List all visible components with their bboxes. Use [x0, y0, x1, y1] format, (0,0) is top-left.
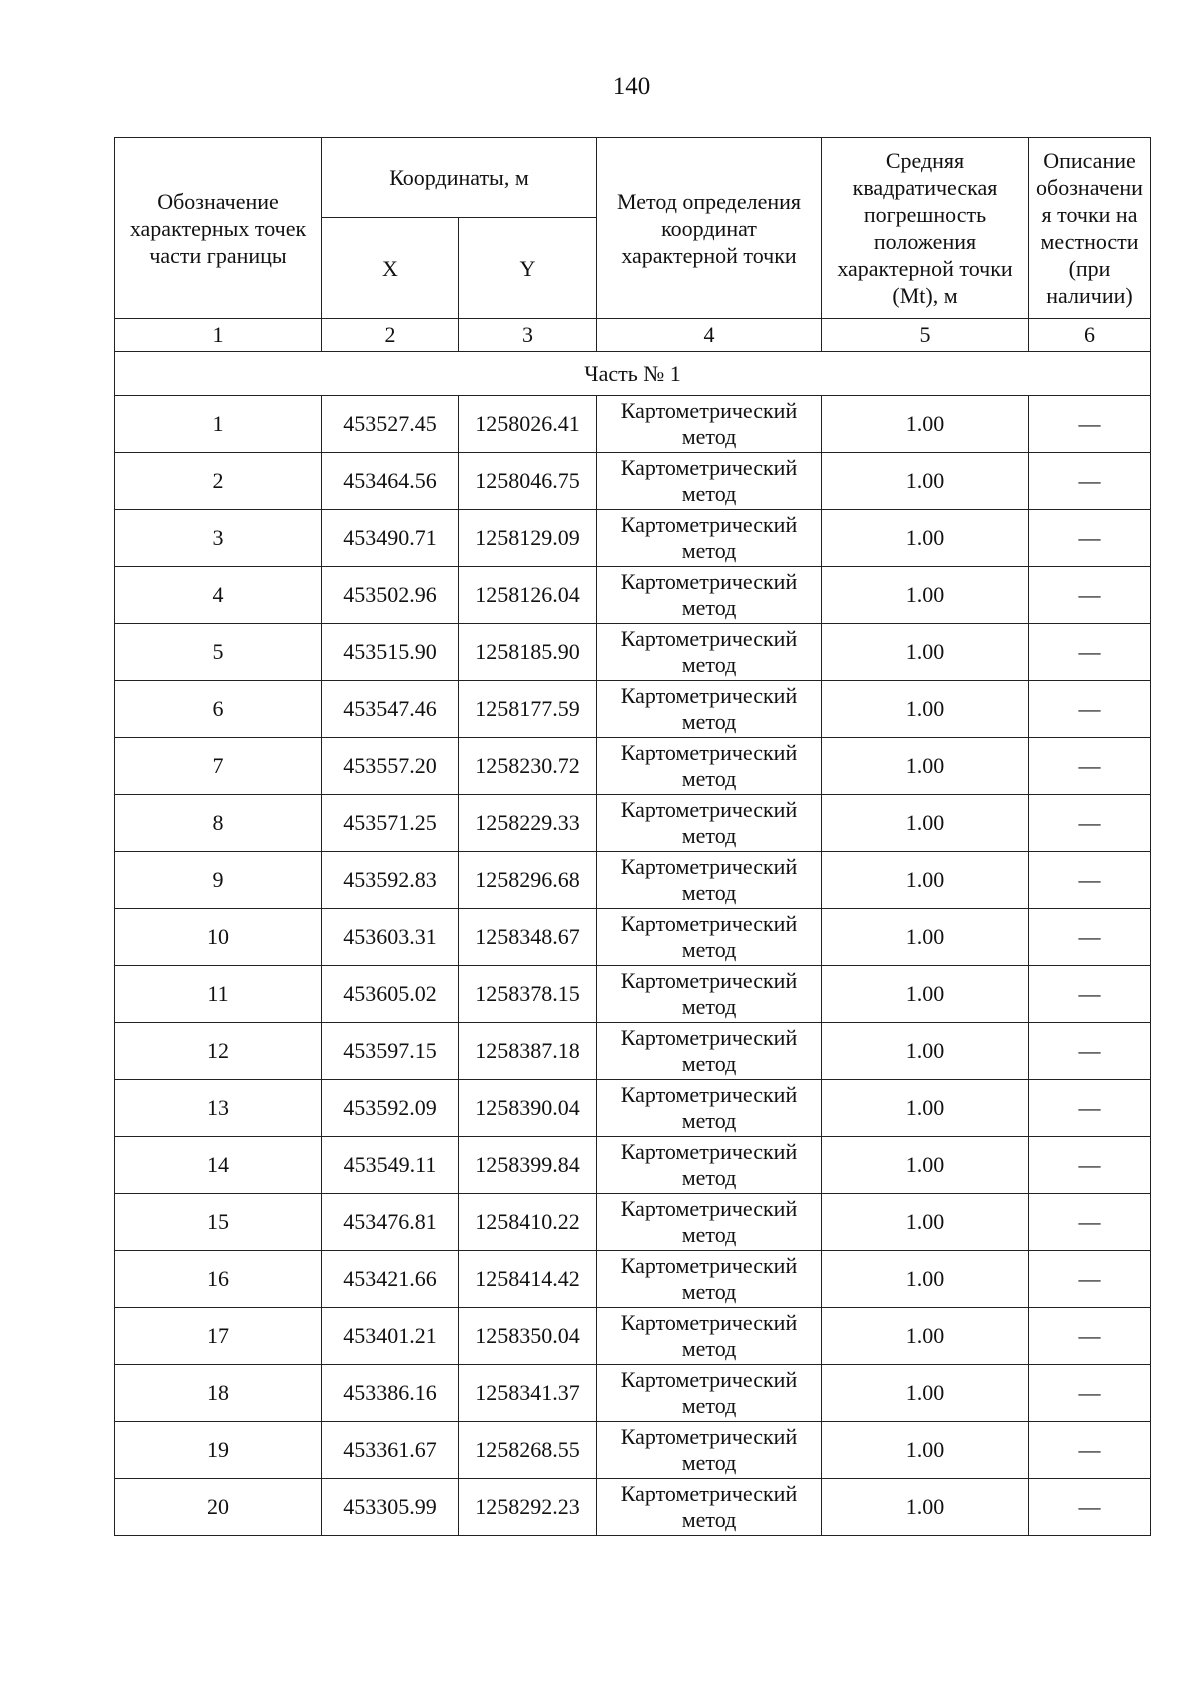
method-line: Картометрический: [620, 512, 798, 537]
description-cell: [1029, 966, 1151, 1023]
table-row: [115, 1080, 1151, 1137]
header-accuracy: [822, 138, 1029, 319]
table-row: [115, 909, 1151, 966]
description-cell: [1029, 1479, 1151, 1536]
method-line: метод: [681, 1507, 737, 1532]
method-line: метод: [681, 595, 737, 620]
header-point-designation: [115, 138, 322, 319]
accuracy-cell: 1.00: [822, 795, 1029, 852]
description-cell: [1029, 1080, 1151, 1137]
description-cell: [1029, 681, 1151, 738]
method-line: метод: [681, 481, 737, 506]
table-row: [115, 1479, 1151, 1536]
coordinates-table: [114, 137, 1151, 1536]
column-number: 6: [1029, 319, 1151, 352]
method-cell: [597, 1137, 822, 1194]
table-row: [115, 510, 1151, 567]
method-line: Картометрический: [620, 1424, 798, 1449]
table-row: [115, 1251, 1151, 1308]
point-number-cell: 20: [115, 1479, 322, 1536]
point-number-cell: 11: [115, 966, 322, 1023]
point-number-cell: 2: [115, 453, 322, 510]
accuracy-cell: 1.00: [822, 396, 1029, 453]
header-y: Y: [459, 218, 597, 319]
method-cell: [597, 681, 822, 738]
table-row: [115, 396, 1151, 453]
description-dash: —: [1078, 468, 1101, 493]
accuracy-cell: 1.00: [822, 1251, 1029, 1308]
header-description-line: наличии): [1046, 283, 1133, 308]
header-accuracy-line: Средняя: [885, 148, 965, 173]
method-line: метод: [681, 766, 737, 791]
header-method-line: Метод определения: [616, 188, 802, 214]
description-dash: —: [1078, 639, 1101, 664]
header-accuracy-line: (Mt), м: [892, 283, 958, 308]
method-line: Картометрический: [620, 1139, 798, 1164]
page-number: 140: [612, 73, 651, 100]
method-line: Картометрический: [620, 911, 798, 936]
description-dash: —: [1078, 525, 1101, 550]
description-cell: [1029, 795, 1151, 852]
description-dash: —: [1078, 924, 1101, 949]
header-description-line: Описание: [1043, 148, 1136, 173]
x-coordinate-cell: 453603.31: [322, 909, 459, 966]
description-dash: —: [1078, 1038, 1101, 1063]
description-cell: [1029, 1194, 1151, 1251]
accuracy-cell: 1.00: [822, 966, 1029, 1023]
header-point-designation-line: части границы: [149, 242, 287, 268]
x-coordinate-cell: 453421.66: [322, 1251, 459, 1308]
method-line: Картометрический: [620, 1367, 798, 1392]
accuracy-cell: 1.00: [822, 567, 1029, 624]
description-dash: —: [1078, 1380, 1101, 1405]
point-number-cell: 16: [115, 1251, 322, 1308]
description-dash: —: [1078, 411, 1101, 436]
section-label: Часть № 1: [115, 352, 1151, 396]
y-coordinate-cell: 1258292.23: [459, 1479, 597, 1536]
description-cell: [1029, 738, 1151, 795]
description-dash: —: [1078, 582, 1101, 607]
accuracy-cell: 1.00: [822, 1308, 1029, 1365]
method-cell: [597, 1365, 822, 1422]
description-dash: —: [1078, 753, 1101, 778]
point-number-cell: 13: [115, 1080, 322, 1137]
method-line: Картометрический: [620, 398, 798, 423]
table-row: [115, 1023, 1151, 1080]
method-cell: [597, 966, 822, 1023]
method-line: Картометрический: [620, 626, 798, 651]
method-cell: [597, 1308, 822, 1365]
method-cell: [597, 795, 822, 852]
method-cell: [597, 909, 822, 966]
y-coordinate-cell: 1258399.84: [459, 1137, 597, 1194]
y-coordinate-cell: 1258348.67: [459, 909, 597, 966]
method-line: метод: [681, 880, 737, 905]
table-row: [115, 738, 1151, 795]
method-cell: [597, 1080, 822, 1137]
method-line: метод: [681, 1279, 737, 1304]
description-cell: [1029, 1422, 1151, 1479]
table-row: [115, 1194, 1151, 1251]
description-cell: [1029, 1251, 1151, 1308]
table-body: [115, 352, 1151, 1536]
header-accuracy-line: характерной точки: [837, 256, 1013, 281]
column-number: 5: [822, 319, 1029, 352]
y-coordinate-cell: 1258414.42: [459, 1251, 597, 1308]
table-row: [115, 1365, 1151, 1422]
x-coordinate-cell: 453490.71: [322, 510, 459, 567]
method-line: Картометрический: [620, 455, 798, 480]
column-numbers-row: [115, 319, 1151, 352]
description-cell: [1029, 1137, 1151, 1194]
method-line: метод: [681, 652, 737, 677]
point-number-cell: 14: [115, 1137, 322, 1194]
x-coordinate-cell: 453464.56: [322, 453, 459, 510]
point-number-cell: 17: [115, 1308, 322, 1365]
table-row: [115, 1137, 1151, 1194]
description-cell: [1029, 567, 1151, 624]
x-coordinate-cell: 453547.46: [322, 681, 459, 738]
table-row: [115, 1422, 1151, 1479]
method-line: Картометрический: [620, 1082, 798, 1107]
method-line: Картометрический: [620, 1196, 798, 1221]
description-dash: —: [1078, 810, 1101, 835]
point-number-cell: 1: [115, 396, 322, 453]
accuracy-cell: 1.00: [822, 1365, 1029, 1422]
point-number-cell: 6: [115, 681, 322, 738]
x-coordinate-cell: 453557.20: [322, 738, 459, 795]
table-row: [115, 567, 1151, 624]
description-cell: [1029, 1365, 1151, 1422]
method-cell: [597, 1479, 822, 1536]
method-line: Картометрический: [620, 1253, 798, 1278]
y-coordinate-cell: 1258046.75: [459, 453, 597, 510]
accuracy-cell: 1.00: [822, 510, 1029, 567]
method-line: метод: [681, 1450, 737, 1475]
x-coordinate-cell: 453592.83: [322, 852, 459, 909]
header-description-line: обозначени: [1036, 175, 1143, 200]
method-line: метод: [681, 1222, 737, 1247]
point-number-cell: 12: [115, 1023, 322, 1080]
y-coordinate-cell: 1258390.04: [459, 1080, 597, 1137]
method-line: метод: [681, 1165, 737, 1190]
accuracy-cell: 1.00: [822, 1080, 1029, 1137]
column-number: 4: [597, 319, 822, 352]
accuracy-cell: 1.00: [822, 1479, 1029, 1536]
description-cell: [1029, 1308, 1151, 1365]
table-row: [115, 1308, 1151, 1365]
method-cell: [597, 567, 822, 624]
accuracy-cell: 1.00: [822, 681, 1029, 738]
table-row: [115, 795, 1151, 852]
y-coordinate-cell: 1258378.15: [459, 966, 597, 1023]
x-coordinate-cell: 453476.81: [322, 1194, 459, 1251]
point-number-cell: 18: [115, 1365, 322, 1422]
x-coordinate-cell: 453502.96: [322, 567, 459, 624]
method-line: метод: [681, 1051, 737, 1076]
header-accuracy-line: квадратическая: [852, 175, 998, 200]
point-number-cell: 19: [115, 1422, 322, 1479]
description-dash: —: [1078, 696, 1101, 721]
y-coordinate-cell: 1258185.90: [459, 624, 597, 681]
header-point-designation-line: характерных точек: [129, 215, 307, 241]
y-coordinate-cell: 1258341.37: [459, 1365, 597, 1422]
description-cell: [1029, 510, 1151, 567]
point-number-cell: 10: [115, 909, 322, 966]
method-cell: [597, 1194, 822, 1251]
y-coordinate-cell: 1258387.18: [459, 1023, 597, 1080]
point-number-cell: 4: [115, 567, 322, 624]
method-cell: [597, 852, 822, 909]
description-cell: [1029, 453, 1151, 510]
header-method-line: характерной точки: [621, 242, 797, 268]
point-number-cell: 8: [115, 795, 322, 852]
accuracy-cell: 1.00: [822, 1023, 1029, 1080]
y-coordinate-cell: 1258296.68: [459, 852, 597, 909]
description-cell: [1029, 852, 1151, 909]
description-dash: —: [1078, 1323, 1101, 1348]
x-coordinate-cell: 453305.99: [322, 1479, 459, 1536]
description-dash: —: [1078, 1095, 1101, 1120]
point-number-cell: 9: [115, 852, 322, 909]
header-x: X: [322, 218, 459, 319]
accuracy-cell: 1.00: [822, 852, 1029, 909]
method-line: Картометрический: [620, 1025, 798, 1050]
method-line: Картометрический: [620, 797, 798, 822]
header-description-line: местности: [1040, 229, 1139, 254]
method-cell: [597, 738, 822, 795]
method-line: метод: [681, 937, 737, 962]
column-number: 3: [459, 319, 597, 352]
table-row: [115, 966, 1151, 1023]
method-line: метод: [681, 823, 737, 848]
y-coordinate-cell: 1258230.72: [459, 738, 597, 795]
method-line: Картометрический: [620, 968, 798, 993]
x-coordinate-cell: 453361.67: [322, 1422, 459, 1479]
point-number-cell: 5: [115, 624, 322, 681]
method-line: Картометрический: [620, 1481, 798, 1506]
description-dash: —: [1078, 1266, 1101, 1291]
header-point-designation-line: Обозначение: [157, 188, 279, 214]
x-coordinate-cell: 453549.11: [322, 1137, 459, 1194]
header-description: [1029, 138, 1151, 319]
x-coordinate-cell: 453571.25: [322, 795, 459, 852]
method-line: Картометрический: [620, 683, 798, 708]
header-description-line: (при: [1068, 256, 1111, 281]
table-header: [115, 138, 1151, 352]
accuracy-cell: 1.00: [822, 738, 1029, 795]
accuracy-cell: 1.00: [822, 1137, 1029, 1194]
y-coordinate-cell: 1258410.22: [459, 1194, 597, 1251]
method-cell: [597, 510, 822, 567]
header-accuracy-line: погрешность: [863, 202, 987, 227]
method-cell: [597, 453, 822, 510]
method-line: Картометрический: [620, 1310, 798, 1335]
method-line: метод: [681, 538, 737, 563]
y-coordinate-cell: 1258268.55: [459, 1422, 597, 1479]
x-coordinate-cell: 453527.45: [322, 396, 459, 453]
y-coordinate-cell: 1258350.04: [459, 1308, 597, 1365]
column-number: 2: [322, 319, 459, 352]
table-row: [115, 453, 1151, 510]
x-coordinate-cell: 453386.16: [322, 1365, 459, 1422]
method-line: метод: [681, 1336, 737, 1361]
description-dash: —: [1078, 981, 1101, 1006]
section-row: [115, 352, 1151, 396]
method-cell: [597, 396, 822, 453]
method-line: метод: [681, 1108, 737, 1133]
description-cell: [1029, 624, 1151, 681]
method-line: метод: [681, 424, 737, 449]
point-number-cell: 7: [115, 738, 322, 795]
accuracy-cell: 1.00: [822, 1194, 1029, 1251]
description-cell: [1029, 909, 1151, 966]
x-coordinate-cell: 453605.02: [322, 966, 459, 1023]
y-coordinate-cell: 1258177.59: [459, 681, 597, 738]
y-coordinate-cell: 1258129.09: [459, 510, 597, 567]
method-cell: [597, 1251, 822, 1308]
method-cell: [597, 1422, 822, 1479]
table-row: [115, 852, 1151, 909]
method-line: Картометрический: [620, 854, 798, 879]
description-cell: [1029, 1023, 1151, 1080]
table-row: [115, 681, 1151, 738]
accuracy-cell: 1.00: [822, 624, 1029, 681]
method-line: Картометрический: [620, 740, 798, 765]
table-row: [115, 624, 1151, 681]
y-coordinate-cell: 1258026.41: [459, 396, 597, 453]
header-method-line: координат: [661, 215, 757, 241]
accuracy-cell: 1.00: [822, 909, 1029, 966]
x-coordinate-cell: 453515.90: [322, 624, 459, 681]
header-coordinates: Координаты, м: [322, 138, 597, 218]
y-coordinate-cell: 1258229.33: [459, 795, 597, 852]
x-coordinate-cell: 453401.21: [322, 1308, 459, 1365]
method-line: метод: [681, 1393, 737, 1418]
point-number-cell: 3: [115, 510, 322, 567]
accuracy-cell: 1.00: [822, 1422, 1029, 1479]
accuracy-cell: 1.00: [822, 453, 1029, 510]
point-number-cell: 15: [115, 1194, 322, 1251]
description-dash: —: [1078, 1152, 1101, 1177]
description-dash: —: [1078, 1209, 1101, 1234]
method-line: метод: [681, 709, 737, 734]
x-coordinate-cell: 453592.09: [322, 1080, 459, 1137]
method-cell: [597, 624, 822, 681]
description-dash: —: [1078, 867, 1101, 892]
header-description-line: я точки на: [1041, 202, 1138, 227]
header-accuracy-line: положения: [873, 229, 977, 254]
method-line: Картометрический: [620, 569, 798, 594]
description-cell: [1029, 396, 1151, 453]
y-coordinate-cell: 1258126.04: [459, 567, 597, 624]
method-cell: [597, 1023, 822, 1080]
column-number: 1: [115, 319, 322, 352]
description-dash: —: [1078, 1437, 1101, 1462]
method-line: метод: [681, 994, 737, 1019]
header-method: [597, 138, 822, 319]
description-dash: —: [1078, 1494, 1101, 1519]
x-coordinate-cell: 453597.15: [322, 1023, 459, 1080]
